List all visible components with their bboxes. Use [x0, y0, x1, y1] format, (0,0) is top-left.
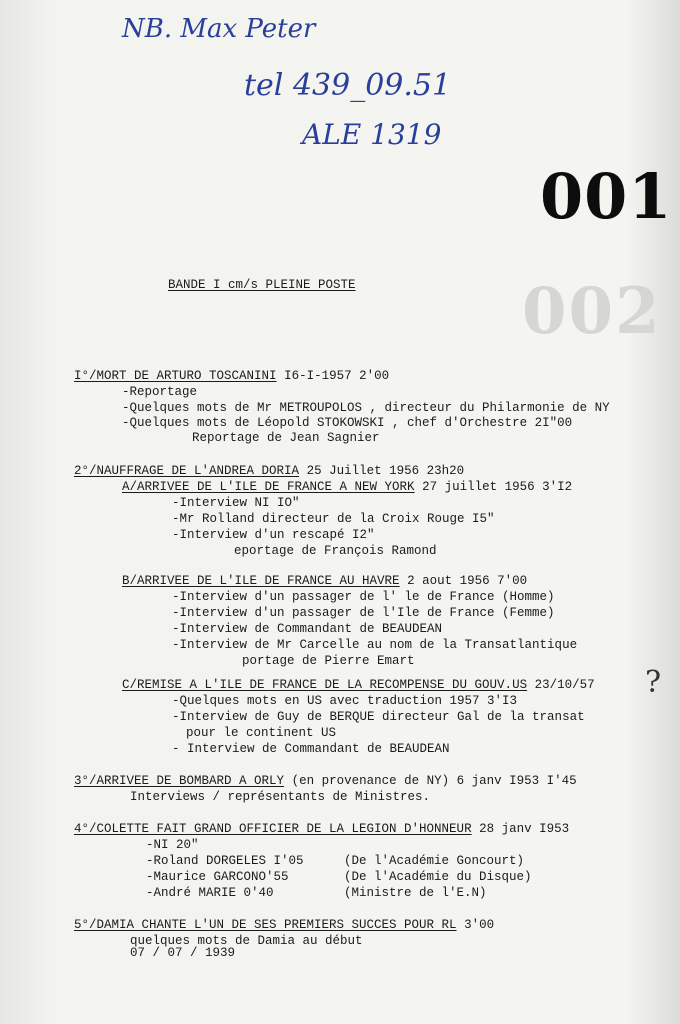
section-2b-item: -Interview de Mr Carcelle au nom de la Transatlantique [172, 638, 578, 652]
section-4-note: (De l'Académie Goncourt) [344, 854, 525, 868]
section-2-date: 25 Juillet 1956 23h20 [306, 464, 465, 478]
section-1-item: Reportage de Jean Sagnier [192, 431, 380, 445]
document-title: BANDE I cm/s PLEINE POSTE [168, 278, 356, 292]
section-2-heading-row [74, 464, 464, 478]
section-2b-heading: B/ARRIVEE DE L'ILE DE FRANCE AU HAVRE [122, 574, 400, 588]
section-2c-item: - Interview de Commandant de BEAUDEAN [172, 742, 450, 756]
handwritten-note-name: NB. Max Peter [122, 14, 316, 44]
section-5-item: 07 / 07 / 1939 [130, 946, 236, 960]
section-2c-item: -Interview de Guy de BERQUE directeur Gal de la transat [172, 710, 585, 724]
section-4-item: -Roland DORGELES I'05 [146, 854, 304, 868]
section-4-heading: 4°/COLETTE FAIT GRAND OFFICIER DE LA LEGION D'HONNEUR [74, 822, 472, 836]
section-1-item: -Quelques mots de Mr METROUPOLOS , directeur du Philarmonie de NY [122, 401, 610, 415]
section-2c-item: pour le continent US [186, 726, 337, 740]
section-1-heading-row [74, 369, 389, 383]
section-2b-heading-row [122, 574, 527, 588]
question-mark-annotation: ? [645, 665, 662, 700]
section-2a-item: -Interview NI IO" [172, 496, 300, 510]
section-3-heading: 3°/ARRIVEE DE BOMBARD A ORLY [74, 774, 285, 788]
section-1-heading: I°/MORT DE ARTURO TOSCANINI [74, 369, 277, 383]
section-2c-item: -Quelques mots en US avec traduction 1957 3'I3 [172, 694, 518, 708]
section-1-item: -Reportage [122, 385, 198, 399]
section-2a-heading-row [122, 480, 572, 494]
section-2a-item: eportage de François Ramond [234, 544, 437, 558]
section-5-heading-row [74, 918, 494, 932]
section-1-date: I6-I-1957 2'00 [284, 369, 390, 383]
section-2b-item: -Interview d'un passager de l'Ile de France (Femme) [172, 606, 555, 620]
ghost-page-number: 002 [522, 274, 662, 349]
section-5-heading: 5°/DAMIA CHANTE L'UN DE SES PREMIERS SUCCES POUR RL [74, 918, 457, 932]
section-2c-heading: C/REMISE A L'ILE DE FRANCE DE LA RECOMPENSE DU GOUV.US [122, 678, 528, 692]
section-4-note: (Ministre de l'E.N) [344, 886, 487, 900]
section-4-item: -Maurice GARCONO'55 [146, 870, 289, 884]
section-2a-date: 27 juillet 1956 3'I2 [422, 480, 573, 494]
section-2a-heading: A/ARRIVEE DE L'ILE DE FRANCE A NEW YORK [122, 480, 415, 494]
section-2b-item: -Interview d'un passager de l' le de France (Homme) [172, 590, 555, 604]
stamp-number: 001 [540, 160, 673, 233]
section-1-item: -Quelques mots de Léopold STOKOWSKI , chef d'Orchestre 2I"00 [122, 416, 573, 430]
section-2b-item: portage de Pierre Emart [242, 654, 415, 668]
handwritten-note-code: ALE 1319 [302, 118, 442, 151]
section-4-heading-row [74, 822, 569, 836]
section-2-heading: 2°/NAUFFRAGE DE L'ANDREA DORIA [74, 464, 300, 478]
section-2c-heading-row [122, 678, 595, 692]
section-2a-item: -Interview d'un rescapé I2" [172, 528, 375, 542]
section-5-date: 3'00 [464, 918, 495, 932]
section-3-date: (en provenance de NY) 6 janv I953 I'45 [291, 774, 577, 788]
section-2b-date: 2 aout 1956 7'00 [407, 574, 528, 588]
section-4-date: 28 janv I953 [479, 822, 570, 836]
section-4-item: -NI 20" [146, 838, 199, 852]
section-2a-item: -Mr Rolland directeur de la Croix Rouge I5" [172, 512, 495, 526]
section-2b-item: -Interview de Commandant de BEAUDEAN [172, 622, 443, 636]
section-3-item: Interviews / représentants de Ministres. [130, 790, 431, 804]
section-2c-date: 23/10/57 [534, 678, 595, 692]
section-3-heading-row [74, 774, 577, 788]
handwritten-note-phone: tel 439_09.51 [244, 68, 452, 103]
section-4-note: (De l'Académie du Disque) [344, 870, 532, 884]
section-5-item: quelques mots de Damia au début [130, 934, 363, 948]
section-4-item: -André MARIE 0'40 [146, 886, 274, 900]
